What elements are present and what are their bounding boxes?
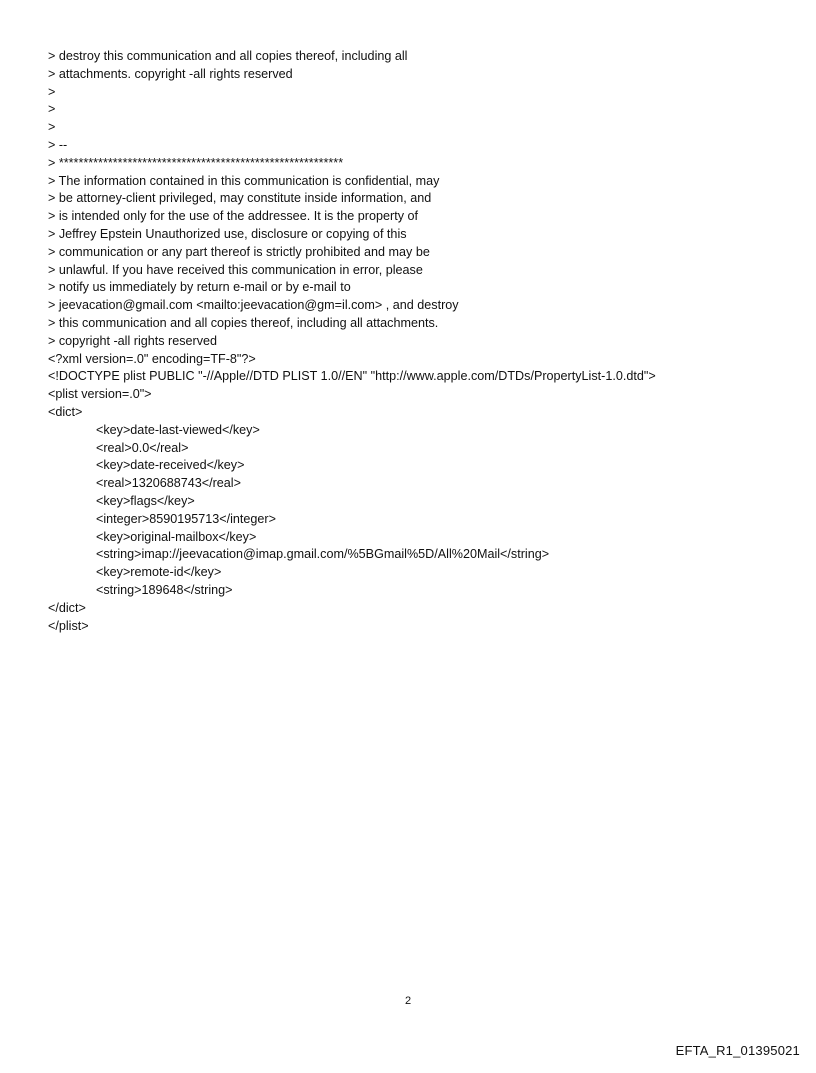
dict-open-tag: <dict>	[48, 404, 83, 419]
plist-entry: <real>1320688743</real>	[96, 476, 241, 491]
document-id: EFTA_R1_01395021	[675, 1043, 800, 1058]
quoted-line: > **********************************************************	[48, 155, 344, 170]
plist-entry: <key>remote-id</key>	[96, 565, 222, 580]
quoted-email-block	[48, 48, 788, 351]
xml-declaration: <?xml version=.0" encoding=TF-8"?>	[48, 351, 256, 366]
quoted-line: >	[48, 84, 56, 99]
plist-open-tag: <plist version=.0">	[48, 387, 152, 402]
quoted-line: > Jeffrey Epstein Unauthorized use, disclosure or copying of this	[48, 226, 407, 241]
plist-entry: <key>flags</key>	[96, 493, 195, 508]
plist-entry: <string>189648</string>	[96, 582, 233, 597]
dict-close-tag: </dict>	[48, 600, 86, 615]
quoted-line: > this communication and all copies thereof, including all attachments.	[48, 315, 439, 330]
quoted-line: > is intended only for the use of the addressee. It is the property of	[48, 209, 418, 224]
plist-entry: <key>date-last-viewed</key>	[96, 422, 260, 437]
document-body	[48, 48, 788, 635]
quoted-line: > notify us immediately by return e-mail or by e-mail to	[48, 280, 351, 295]
quoted-line: > communication or any part thereof is strictly prohibited and may be	[48, 244, 430, 259]
quoted-line: > be attorney-client privileged, may constitute inside information, and	[48, 191, 432, 206]
quoted-line: >	[48, 102, 56, 117]
quoted-line: > unlawful. If you have received this communication in error, please	[48, 262, 423, 277]
quoted-line: >	[48, 120, 56, 135]
quoted-line: > copyright -all rights reserved	[48, 333, 218, 348]
quoted-line: > --	[48, 137, 68, 152]
plist-close-tag: </plist>	[48, 618, 89, 633]
plist-entry: <key>original-mailbox</key>	[96, 529, 257, 544]
plist-entry: <integer>8590195713</integer>	[96, 511, 276, 526]
plist-doctype: <!DOCTYPE plist PUBLIC "-//Apple//DTD PLIST 1.0//EN" "http://www.apple.com/DTDs/PropertyList-1.0.dtd">	[48, 369, 656, 384]
plist-entry: <real>0.0</real>	[96, 440, 189, 455]
quoted-line: > The information contained in this communication is confidential, may	[48, 173, 440, 188]
page-number: 2	[404, 995, 412, 1007]
plist-block	[48, 351, 788, 636]
quoted-line: > jeevacation@gmail.com <mailto:jeevacation@gm=il.com> , and destroy	[48, 298, 459, 313]
plist-entry: <key>date-received</key>	[96, 458, 245, 473]
plist-entry: <string>imap://jeevacation@imap.gmail.com/%5BGmail%5D/All%20Mail</string>	[96, 547, 550, 562]
quoted-line: > attachments. copyright -all rights reserved	[48, 66, 293, 81]
quoted-line: > destroy this communication and all copies thereof, including all	[48, 49, 408, 63]
